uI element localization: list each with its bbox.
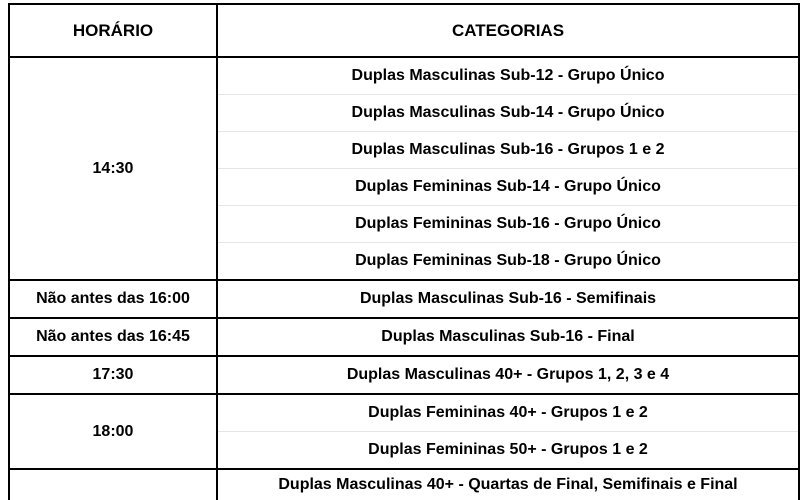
time-cell <box>9 469 217 500</box>
category-cell: Duplas Masculinas Sub-12 - Grupo Único <box>217 57 799 95</box>
category-cell: Duplas Masculinas 40+ - Grupos 1, 2, 3 e 4 <box>217 356 799 394</box>
category-cell: Duplas Femininas Sub-14 - Grupo Único <box>217 169 799 206</box>
table-row <box>9 356 799 394</box>
table-row <box>9 280 799 318</box>
table-row <box>9 318 799 356</box>
time-cell: 14:30 <box>9 57 217 280</box>
category-cell: Duplas Femininas 50+ - Grupos 1 e 2 <box>217 432 799 470</box>
table-row <box>9 57 799 95</box>
header-time: HORÁRIO <box>9 4 217 57</box>
category-cell: Duplas Masculinas Sub-14 - Grupo Único <box>217 95 799 132</box>
category-cell: Duplas Masculinas 40+ - Quartas de Final, Semifinais e Final <box>217 469 799 500</box>
category-cell: Duplas Masculinas Sub-16 - Semifinais <box>217 280 799 318</box>
time-cell: 17:30 <box>9 356 217 394</box>
category-cell: Duplas Masculinas Sub-16 - Final <box>217 318 799 356</box>
category-cell: Duplas Femininas 40+ - Grupos 1 e 2 <box>217 394 799 432</box>
time-cell: 18:00 <box>9 394 217 469</box>
schedule-sheet <box>8 0 804 500</box>
header-row <box>9 4 799 57</box>
category-cell: Duplas Femininas Sub-16 - Grupo Único <box>217 206 799 243</box>
time-cell: Não antes das 16:00 <box>9 280 217 318</box>
time-cell: Não antes das 16:45 <box>9 318 217 356</box>
schedule-table <box>8 3 800 500</box>
category-cell: Duplas Femininas Sub-18 - Grupo Único <box>217 243 799 281</box>
table-row <box>9 394 799 432</box>
table-row <box>9 469 799 500</box>
category-cell: Duplas Masculinas Sub-16 - Grupos 1 e 2 <box>217 132 799 169</box>
header-category: CATEGORIAS <box>217 4 799 57</box>
